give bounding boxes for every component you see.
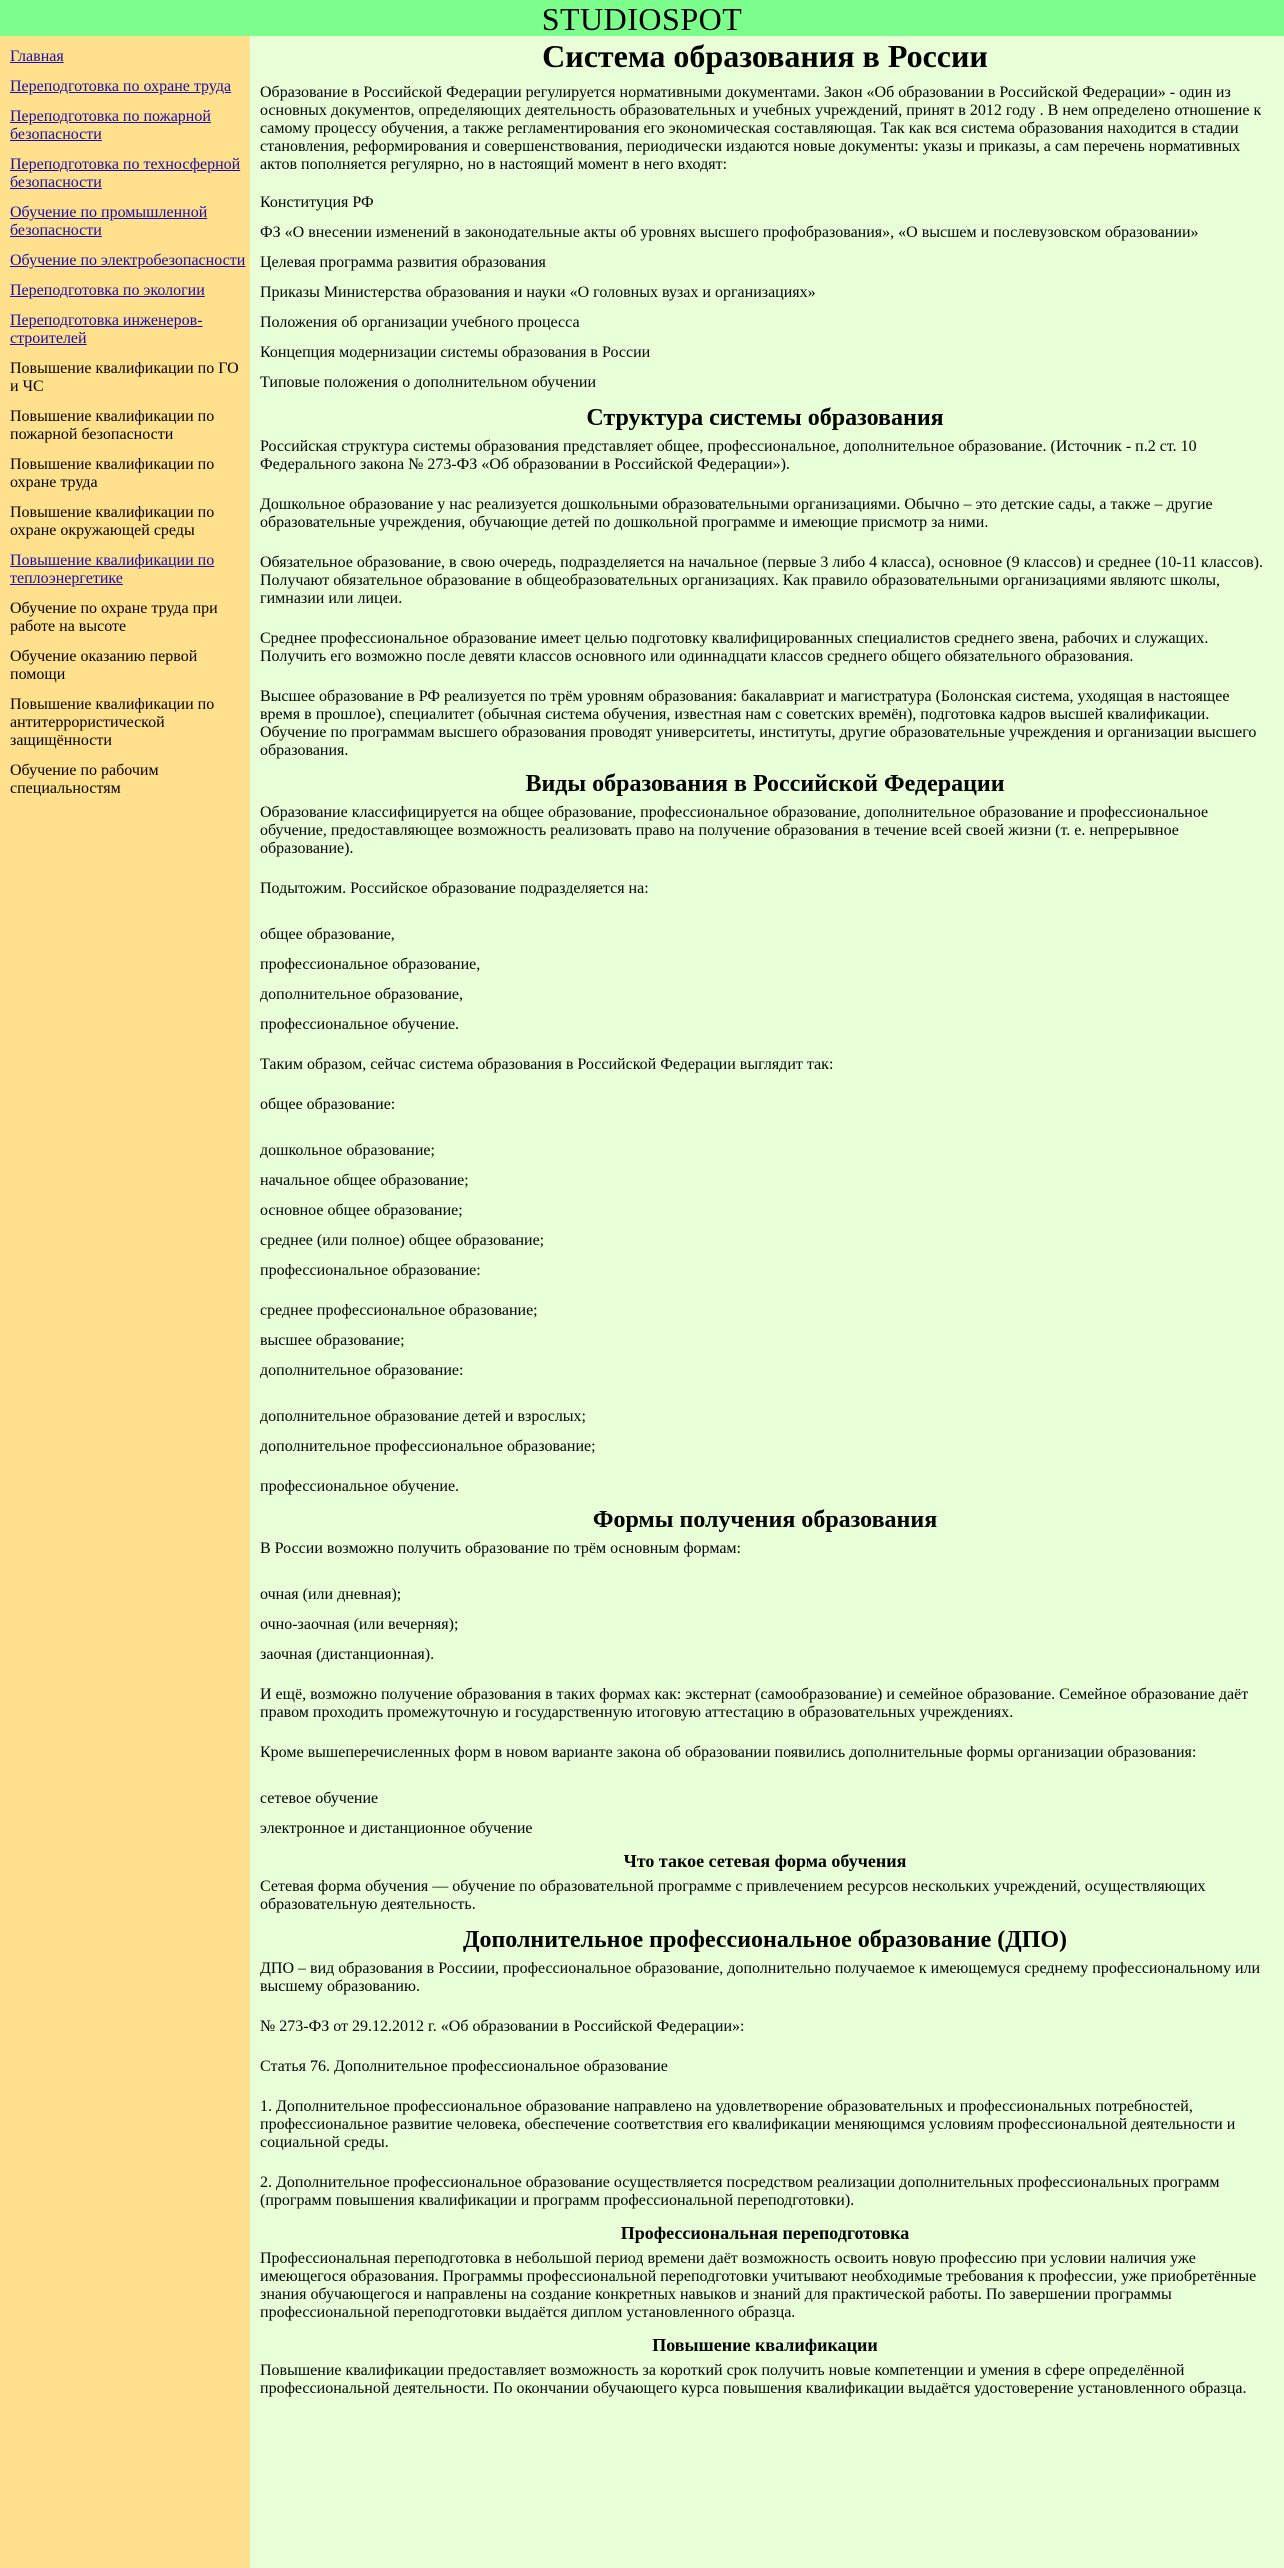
sidebar-item: Обучение по рабочим специальностям [10,762,159,797]
section-heading-structure: Структура системы образования [586,405,944,431]
list-item: дополнительное профессиональное образование; [260,1438,596,1455]
main-content [250,36,1284,2568]
list-item: очная (или дневная); [260,1586,402,1603]
sidebar-item[interactable]: Главная [10,48,64,65]
subsection-heading-network: Что такое сетевая форма обучения [623,1851,907,1871]
list-heading: профессиональное обучение. [260,1478,460,1495]
paragraph: Сетевая форма обучения — обучение по образовательной программе с привлечением ресурсов нескольких учреждений, осуществляющих образовательную деятельность. [260,1878,1206,1913]
sidebar-item[interactable]: Переподготовка по экологии [10,282,205,299]
paragraph: Профессиональная переподготовка в небольшой период времени даёт возможность освоить новую профессию при условии наличия уже имеющегося образования. Программы профессиональной переподготовки учитывают необходимые требования к профессии, уже приобретённые знания обучающегося и направлены на создание конкретных навыков и знаний для практической работы. По завершении программы профессиональной переподготовки выдаётся диплом установленного образца. [260,2250,1257,2321]
sidebar-item[interactable]: Переподготовка по техносферной безопасности [10,156,241,191]
paragraph: Образование классифицируется на общее образование, профессиональное образование, дополнительное образование и профессиональное обучение, предоставляющее возможность реализовать право на получение образования в течение всей своей жизни (т. е. непрерывное образование). [260,804,1209,857]
extra-forms-list [260,1790,1270,1838]
paragraph: Статья 76. Дополнительное профессиональное образование [260,2058,668,2075]
paragraph: 1. Дополнительное профессиональное образование направлено на удовлетворение образовательных и профессиональных потребностей, профессиональное развитие человека, обеспечение соответствия его квалификации меняющимся условиям профессиональной деятельности и социальной среды. [260,2098,1236,2151]
paragraph: № 273-ФЗ от 29.12.2012 г. «Об образовании в Российской Федерации»: [260,2018,745,2035]
sidebar-item: Повышение квалификации по антитеррористической защищённости [10,696,215,749]
list-item: Приказы Министерства образования и науки «О головных вузах и организациях» [260,284,816,301]
list-item: среднее (или полное) общее образование; [260,1232,545,1249]
paragraph: Высшее образование в РФ реализуется по трём уровням образования: бакалавриат и магистратура (Болонская система, уходящая в настоящее время в прошлое), специалитет (обычная система обучения, известная нам с советских времён), подготовка кадров высшей квалификации. Обучение по программам высшего образования проводят университеты, институты, другие образовательные учреждения и организации высшего образования. [260,688,1257,759]
list-item: Положения об организации учебного процесса [260,314,580,331]
list-item: Целевая программа развития образования [260,254,546,271]
sidebar-item[interactable]: Переподготовка инженеров-строителей [10,312,203,347]
paragraph: И ещё, возможно получение образования в таких формах как: экстернат (самообразование) и семейное образование. Семейное образование даёт правом проходить промежуточную и государственную итоговую аттестацию в образовательных учреждениях. [260,1686,1249,1721]
intro-paragraph: Образование в Российской Федерации регулируется нормативными документами. Закон «Об образовании в Российской Федерации» - один из основных документов, определяющих деятельность образовательных и учебных учреждений, принят в 2012 году . В нем определено отношение к самому процессу обучения, а также регламентирования его экономическая составляющая. Так как вся система образования находится в стадии становления, реформирования и совершенствования, периодически издаются новые документы: указы и приказы, а сам перечень нормативных актов пополняется регулярно, но в настоящий момент в него входят: [260,84,1262,173]
section-heading-types: Виды образования в Российской Федерации [525,771,1005,797]
section-heading-forms: Формы получения образования [592,1507,938,1533]
professional-education-list [260,1302,1270,1350]
paragraph: Таким образом, сейчас система образования в Российской Федерации выглядит так: [260,1056,834,1073]
sidebar-item[interactable]: Переподготовка по пожарной безопасности [10,108,211,143]
sidebar-nav [0,36,250,2568]
additional-education-list [260,1408,1270,1456]
general-education-list [260,1142,1270,1250]
paragraph: 2. Дополнительное профессиональное образование осуществляется посредством реализации дополнительных профессиональных программ (программ повышения квалификации и программ профессиональной переподготовки). [260,2174,1220,2209]
list-item: профессиональное образование, [260,956,481,973]
list-item: ФЗ «О внесении изменений в законодательные акты об уровнях высшего профобразования», «О высшем и послевузовском образовании» [260,224,1199,241]
paragraph: Обязательное образование, в свою очередь, подразделяется на начальное (первые 3 либо 4 класса), основное (9 классов) и среднее (10-11 классов). Получают обязательное образование в общеобразовательных организациях. Как правило образовательными организациями являютс школы, гимназии или лицеи. [260,554,1263,607]
paragraph: Среднее профессиональное образование имеет целью подготовку квалифицированных специалистов среднего звена, рабочих и служащих. Получить его возможно после девяти классов основного или одиннадцати классов среднего общего обязательного образования. [260,630,1209,665]
sidebar-item: Обучение по охране труда при работе на высоте [10,600,218,635]
list-item: среднее профессиональное образование; [260,1302,538,1319]
list-item: дополнительное образование детей и взрослых; [260,1408,586,1425]
list-item: профессиональное обучение. [260,1016,460,1033]
site-title: STUDIOSPOT [541,1,743,37]
types-list [260,926,1270,1034]
paragraph: Российская структура системы образования представляет общее, профессиональное, дополнительное образование. (Источник - п.2 ст. 10 Федерального закона № 273-ФЗ «Об образовании в Российской Федерации»). [260,438,1197,473]
page-title: Система образования в России [542,38,988,74]
sidebar-item: Обучение оказанию первой помощи [10,648,198,683]
sidebar-item[interactable]: Повышение квалификации по теплоэнергетике [10,552,215,587]
subsection-heading-retraining: Профессиональная переподготовка [620,2223,910,2243]
list-item: Конституция РФ [260,194,374,211]
paragraph: Дошкольное образование у нас реализуется дошкольными образовательными организациями. Обычно – это детские сады, а также – другие образовательные учреждения, обучающие детей по дошкольной программе и имеющие присмотр за ними. [260,496,1213,531]
sidebar-item[interactable]: Обучение по промышленной безопасности [10,204,208,239]
sidebar-item[interactable]: Обучение по электробезопасности [10,252,246,269]
forms-list [260,1586,1270,1664]
list-item: общее образование, [260,926,395,943]
list-item: дополнительное образование, [260,986,463,1003]
sidebar-item[interactable]: Переподготовка по охране труда [10,78,232,95]
list-item: заочная (дистанционная). [260,1646,435,1663]
list-heading: профессиональное образование: [260,1262,481,1279]
sidebar-item: Повышение квалификации по охране труда [10,456,215,491]
sidebar-item: Повышение квалификации по охране окружающей среды [10,504,215,539]
list-item: начальное общее образование; [260,1172,469,1189]
paragraph: ДПО – вид образования в Россиии, профессиональное образование, дополнительно получаемое к имеющемуся среднему профессиональному или высшему образованию. [260,1960,1261,1995]
list-item: высшее образование; [260,1332,405,1349]
documents-list [260,194,1270,392]
list-item: Типовые положения о дополнительном обучении [260,374,596,391]
list-item: основное общее образование; [260,1202,463,1219]
paragraph: В России возможно получить образование по трём основным формам: [260,1540,741,1557]
list-item: сетевое обучение [260,1790,379,1807]
list-heading: общее образование: [260,1096,396,1113]
sidebar-item: Повышение квалификации по пожарной безопасности [10,408,215,443]
list-item: очно-заочная (или вечерняя); [260,1616,459,1633]
subsection-heading-upgrade: Повышение квалификации [652,2335,878,2355]
list-heading: дополнительное образование: [260,1362,464,1379]
site-header [0,0,1284,36]
paragraph: Кроме вышеперечисленных форм в новом варианте закона об образовании появились дополнительные формы организации образования: [260,1744,1197,1761]
paragraph: Повышение квалификации предоставляет возможность за короткий срок получить новые компетенции и умения в сфере определённой профессиональной деятельности. По окончании обучающего курса повышения квалификации выдаётся удостоверение установленного образца. [260,2362,1247,2397]
sidebar-item: Повышение квалификации по ГО и ЧС [10,360,239,395]
list-item: дошкольное образование; [260,1142,435,1159]
list-item: Концепция модернизации системы образования в России [260,344,651,361]
paragraph: Подытожим. Российское образование подразделяется на: [260,880,649,897]
list-item: электронное и дистанционное обучение [260,1820,533,1837]
section-heading-dpo: Дополнительное профессиональное образование (ДПО) [462,1927,1068,1953]
